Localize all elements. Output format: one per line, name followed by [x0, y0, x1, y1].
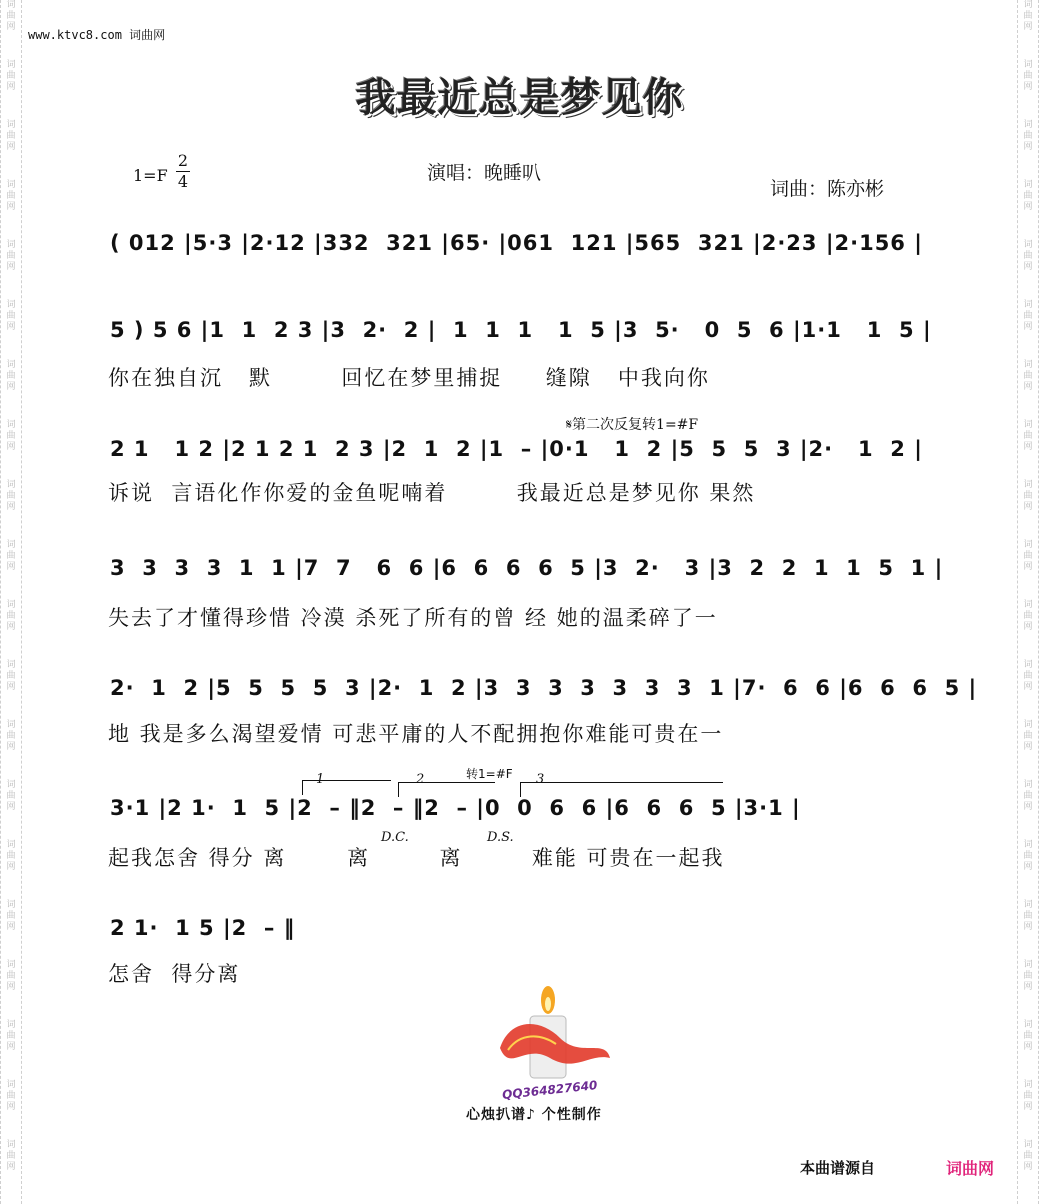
candle-logo	[490, 978, 620, 1088]
watermark-glyph: 词 曲 网	[1023, 480, 1033, 512]
watermark-glyph: 词 曲 网	[1023, 1080, 1033, 1112]
watermark-glyph: 词 曲 网	[1023, 840, 1033, 872]
watermark-glyph: 词 曲 网	[6, 780, 16, 812]
composer-credit: 词曲：陈亦彬	[770, 178, 885, 200]
dc-mark: D.C.	[381, 830, 409, 845]
lyrics-line-7: 怎舍 得分离	[108, 962, 241, 986]
watermark-glyph: 词 曲 网	[6, 600, 16, 632]
lyrics-line-4: 失去了才懂得珍惜 冷漠 杀死了所有的曾 经 她的温柔碎了一	[108, 606, 718, 630]
song-title: 我最近总是梦见你	[355, 75, 684, 121]
time-bottom: 4	[177, 172, 189, 191]
watermark-glyph: 词 曲 网	[1023, 120, 1033, 152]
watermark-glyph: 词 曲 网	[1023, 720, 1033, 752]
watermark-glyph: 词 曲 网	[1023, 180, 1033, 212]
watermark-glyph: 词 曲 网	[6, 0, 16, 32]
segno-text: 第二次反复转1=#F	[572, 417, 699, 433]
segno-icon: 𝄋	[566, 417, 573, 433]
time-signature	[176, 152, 190, 191]
watermark-glyph: 词 曲 网	[6, 240, 16, 272]
watermark-glyph: 词 曲 网	[6, 840, 16, 872]
source-label: 本曲谱源自	[800, 1159, 876, 1177]
notation-line-2: 5 ) 5 6 |1 1 2 3 |3 2· 2 | 1 1 1 1 5 |3 5· 0 5 6 |1·1 1 5 |	[110, 318, 932, 342]
watermark-glyph: 词 曲 网	[6, 360, 16, 392]
watermark-glyph: 词 曲 网	[1023, 300, 1033, 332]
left-watermark-strip	[0, 0, 22, 1204]
watermark-glyph: 词 曲 网	[1023, 420, 1033, 452]
watermark-glyph: 词 曲 网	[1023, 600, 1033, 632]
watermark-glyph: 词 曲 网	[6, 300, 16, 332]
watermark-glyph: 词 曲 网	[6, 420, 16, 452]
volta-3-bracket	[520, 782, 723, 797]
volta-2-bracket	[398, 782, 495, 797]
notation-line-4: 3 3 3 3 1 1 |7 7 6 6 |6 6 6 6 5 |3 2· 3 |3 2 2 1 1 5 1 |	[110, 556, 944, 580]
watermark-glyph: 词 曲 网	[1023, 1140, 1033, 1172]
watermark-glyph: 词 曲 网	[1023, 1020, 1033, 1052]
notation-line-1: ( 012 |5·3 |2·12 |332 321 |65· |061 121 |565 321 |2·23 |2·156 |	[110, 231, 923, 255]
watermark-glyph: 词 曲 网	[6, 900, 16, 932]
notation-line-5: 2· 1 2 |5 5 5 5 3 |2· 1 2 |3 3 3 3 3 3 3 1 |7· 6 6 |6 6 6 5 |	[110, 676, 978, 700]
right-watermark-strip	[1017, 0, 1039, 1204]
source-brand-link[interactable]: 词曲网	[946, 1159, 995, 1178]
ds-mark: D.S.	[487, 830, 514, 845]
qq-number: QQ364827640	[501, 1078, 599, 1102]
singer-credit: 演唱：晚睡叭	[427, 162, 542, 184]
watermark-glyph: 词 曲 网	[6, 60, 16, 92]
watermark-glyph: 词 曲 网	[1023, 60, 1033, 92]
watermark-glyph: 词 曲 网	[1023, 0, 1033, 32]
volta-1-label: 1	[316, 772, 325, 787]
notation-line-6: 3·1 |2 1· 1 5 |2 – ‖2 – ‖2 – |0 0 6 6 |6 6 6 5 |3·1 |	[110, 796, 922, 820]
key-change-mark: 转1=#F	[466, 767, 513, 781]
lyrics-line-5: 地 我是多么渴望爱情 可悲平庸的人不配拥抱你难能可贵在一	[108, 722, 724, 746]
watermark-glyph: 词 曲 网	[1023, 660, 1033, 692]
watermark-glyph: 词 曲 网	[6, 960, 16, 992]
transcriber-credit: 心烛扒谱♪ 个性制作	[466, 1107, 602, 1123]
lyrics-line-3: 诉说 言语化作你爱的金鱼呢喃着 我最近总是梦见你 果然	[108, 481, 756, 505]
watermark-glyph: 词 曲 网	[1023, 900, 1033, 932]
watermark-glyph: 词 曲 网	[6, 1140, 16, 1172]
watermark-glyph: 词 曲 网	[1023, 780, 1033, 812]
segno-mark	[566, 414, 698, 434]
key-signature: 1=F	[133, 166, 168, 185]
lyrics-line-6: 起我怎舍 得分 离 离 离 难能 可贵在一起我	[108, 846, 725, 870]
watermark-glyph: 词 曲 网	[6, 180, 16, 212]
volta-3-label: 3	[536, 772, 545, 787]
watermark-glyph: 词 曲 网	[6, 540, 16, 572]
watermark-glyph: 词 曲 网	[6, 660, 16, 692]
watermark-glyph: 词 曲 网	[6, 720, 16, 752]
lyrics-line-2: 你在独自沉 默 回忆在梦里捕捉 缝隙 中我向你	[108, 366, 710, 390]
site-header[interactable]: www.ktvc8.com 词曲网	[28, 28, 166, 42]
watermark-glyph: 词 曲 网	[6, 120, 16, 152]
volta-2-label: 2	[416, 772, 425, 787]
watermark-glyph: 词 曲 网	[1023, 360, 1033, 392]
watermark-glyph: 词 曲 网	[1023, 960, 1033, 992]
watermark-glyph: 词 曲 网	[6, 1080, 16, 1112]
time-top: 2	[177, 151, 189, 170]
notation-line-7: 2 1· 1 5 |2 – ‖	[110, 916, 310, 940]
watermark-glyph: 词 曲 网	[1023, 540, 1033, 572]
watermark-glyph: 词 曲 网	[6, 1020, 16, 1052]
watermark-glyph: 词 曲 网	[1023, 240, 1033, 272]
watermark-glyph: 词 曲 网	[6, 480, 16, 512]
notation-line-3: 2 1 1 2 |2 1 2 1 2 3 |2 1 2 |1 – |0·1 1 2 |5 5 5 3 |2· 1 2 |	[110, 437, 923, 461]
